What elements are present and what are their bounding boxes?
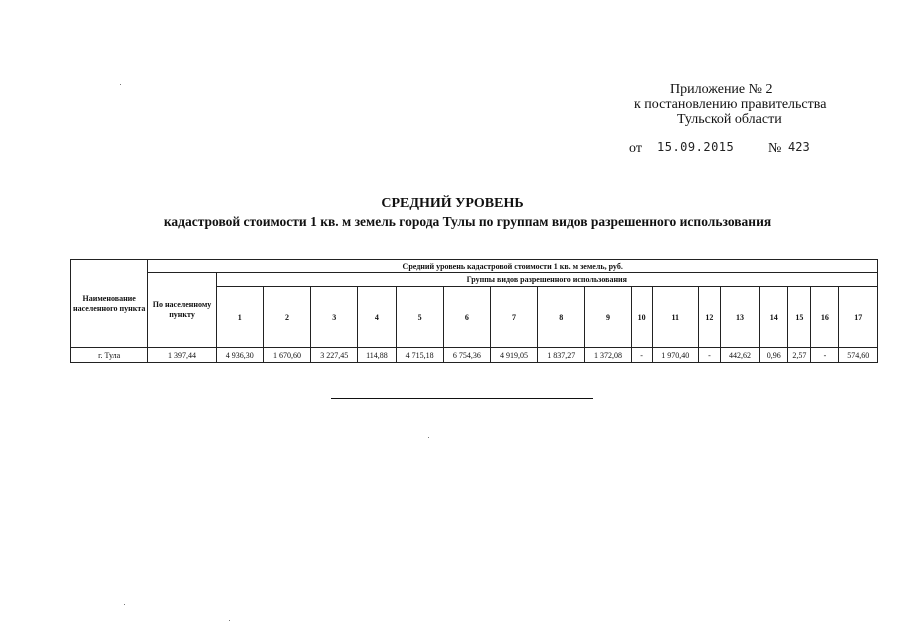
group-column-header: 1 — [216, 287, 263, 348]
group-value-cell: 2,57 — [788, 348, 811, 363]
group-column-header: 8 — [538, 287, 585, 348]
group-value-cell: 3 227,45 — [311, 348, 358, 363]
group-column-header: 14 — [760, 287, 788, 348]
group-column-header: 6 — [443, 287, 490, 348]
document-title: СРЕДНИЙ УРОВЕНЬ — [381, 196, 524, 211]
appendix-line-2: к постановлению правительства — [634, 97, 827, 112]
group-value-cell: 114,88 — [358, 348, 396, 363]
group-column-header: 12 — [698, 287, 720, 348]
group-value-cell: - — [698, 348, 720, 363]
group-value-cell: 1 372,08 — [585, 348, 631, 363]
by-settlement-header: По населенному пункту — [148, 273, 216, 348]
group-value-cell: 4 919,05 — [490, 348, 537, 363]
appendix-line-1: Приложение № 2 — [670, 82, 773, 97]
group-value-cell: 4 715,18 — [396, 348, 443, 363]
scan-speck — [229, 620, 230, 621]
group-value-cell: 1 837,27 — [538, 348, 585, 363]
group-value-cell: - — [631, 348, 652, 363]
group-value-cell: 1 970,40 — [652, 348, 698, 363]
decree-number: 423 — [788, 140, 810, 154]
group-value-cell: 4 936,30 — [216, 348, 263, 363]
group-value-cell: 442,62 — [720, 348, 759, 363]
scan-speck — [124, 604, 125, 605]
decree-date: 15.09.2015 — [657, 140, 735, 154]
group-value-cell: 1 670,60 — [263, 348, 310, 363]
table-super-header: Средний уровень кадастровой стоимости 1 кв. м земель, руб. — [148, 260, 878, 273]
scan-speck — [428, 437, 429, 438]
settlement-name-cell: г. Тула — [71, 348, 148, 363]
group-value-cell: 6 754,36 — [443, 348, 490, 363]
footer-rule — [331, 398, 593, 399]
group-value-cell: 574,60 — [839, 348, 878, 363]
group-column-header: 7 — [490, 287, 537, 348]
group-column-header: 11 — [652, 287, 698, 348]
group-column-header: 4 — [358, 287, 396, 348]
settlement-total-cell: 1 397,44 — [148, 348, 216, 363]
group-column-header: 16 — [811, 287, 839, 348]
scan-speck — [120, 84, 121, 85]
group-column-header: 17 — [839, 287, 878, 348]
group-column-header: 10 — [631, 287, 652, 348]
group-column-header: 13 — [720, 287, 759, 348]
groups-header: Группы видов разрешенного использования — [216, 273, 877, 287]
group-column-header: 3 — [311, 287, 358, 348]
date-prefix: от — [629, 141, 642, 156]
appendix-line-3: Тульской области — [677, 112, 782, 127]
cadastral-value-table — [70, 259, 878, 363]
document-subtitle: кадастровой стоимости 1 кв. м земель города Тулы по группам видов разрешенного использования — [163, 214, 772, 229]
group-value-cell: - — [811, 348, 839, 363]
settlement-name-header: Наименование населенного пункта — [71, 260, 148, 348]
group-column-header: 15 — [788, 287, 811, 348]
number-prefix: № — [768, 141, 782, 156]
group-value-cell: 0,96 — [760, 348, 788, 363]
group-column-header: 2 — [263, 287, 310, 348]
group-column-header: 9 — [585, 287, 631, 348]
group-column-header: 5 — [396, 287, 443, 348]
